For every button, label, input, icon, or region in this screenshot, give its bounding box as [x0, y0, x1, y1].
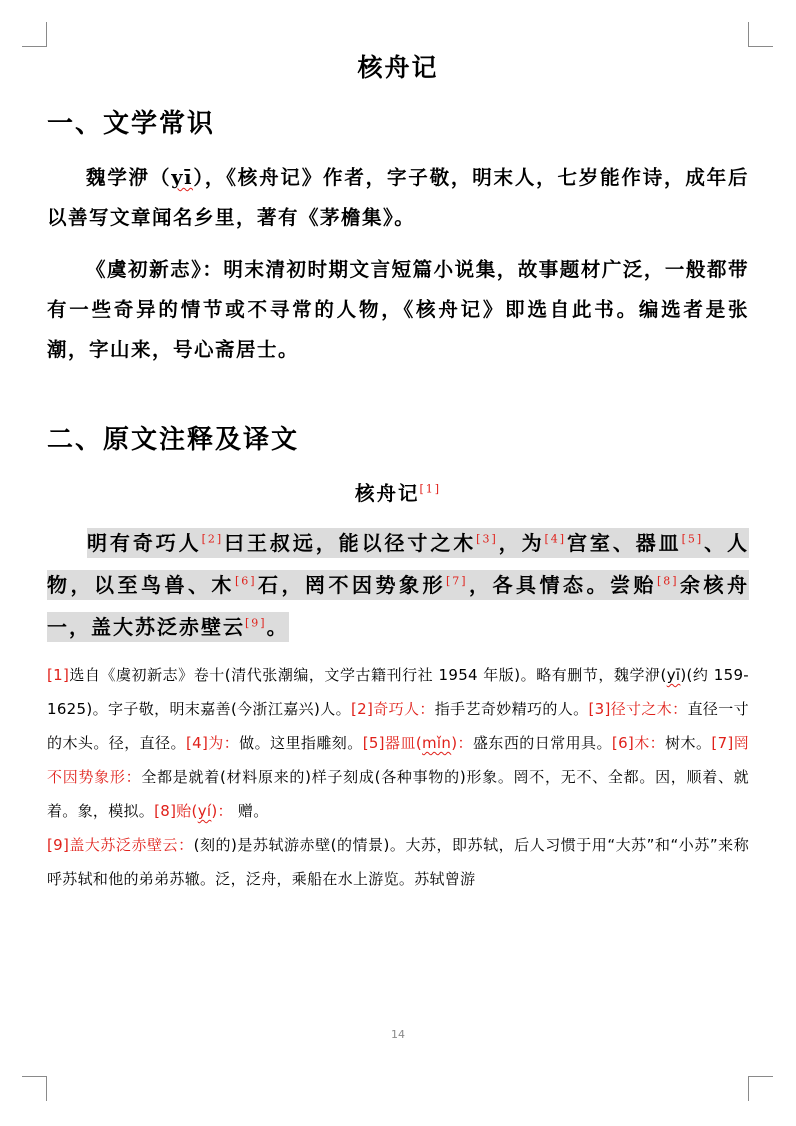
- author-text-a: 魏学洢（: [86, 166, 172, 189]
- section-heading-original-text: 二、原文注释及译文: [47, 425, 300, 455]
- crop-mark-bottom-right: [748, 1076, 773, 1101]
- note-text: 盛东西的日常用具。: [472, 734, 612, 752]
- subtitle-text: 核舟记: [354, 482, 420, 505]
- note-text: 做。这里指雕刻。: [239, 734, 363, 752]
- original-text-paragraph: [47, 522, 749, 648]
- note-label: [3]径寸之木：: [588, 700, 688, 718]
- page-title: 核舟记: [357, 53, 439, 82]
- note-text: 指手艺奇妙精巧的人。: [434, 700, 589, 718]
- original-text-segment: 余核舟一，盖大苏泛赤壁云: [47, 573, 750, 639]
- footnote-ref: [8]: [656, 574, 679, 588]
- note-label: [7]罔不因势象形：: [47, 734, 750, 786]
- footnote-ref: [5]: [681, 532, 704, 546]
- original-text-segment: 曰王叔远，能以径寸之木: [223, 531, 477, 555]
- note-text: 直径一寸的木头。径，直径。: [47, 700, 749, 752]
- page-number: 14: [391, 1028, 405, 1041]
- footnote-ref: [3]: [476, 532, 498, 546]
- note-label: [2]奇巧人：: [351, 700, 435, 718]
- note-text: 选自《虞初新志》卷十(清代张潮编，文学古籍刊行社 1954 年版)。略有删节，魏学洢(: [69, 666, 667, 684]
- note-label: [4]为：: [185, 734, 240, 752]
- note-text: (刻的)是苏轼游赤壁(的情景)。大苏，即苏轼，后人习惯于用“大苏”和“小苏”来称呼苏轼和他的弟弟苏辙。泛，泛舟，乘船在水上游览。苏轼曾游: [47, 836, 749, 888]
- original-text-segment: 宫室、器皿: [566, 531, 682, 555]
- footnote-ref: [7]: [445, 574, 468, 588]
- note-label: )：: [451, 734, 473, 752]
- footnote-ref: [2]: [201, 532, 224, 546]
- author-paragraph: [47, 158, 749, 238]
- footnote-ref: [6]: [234, 574, 257, 588]
- note-text: 树木。: [665, 734, 712, 752]
- original-text-segment: 。: [266, 615, 289, 639]
- text-subtitle: [47, 476, 749, 512]
- original-text-segment: 、人物，以至鸟兽、木: [47, 531, 750, 597]
- note-text: 全都是就着(材料原来的)样子刻成(各种事物的)形象。罔不，无不、全都。因，顺着、就着。象，模拟。: [47, 768, 749, 820]
- highlighted-original-text: [47, 528, 749, 642]
- crop-mark-bottom-left: [22, 1076, 47, 1101]
- crop-mark-top-left: [22, 22, 47, 47]
- original-text-segment: ，为: [497, 531, 545, 555]
- annotations: [47, 658, 749, 896]
- note-text: )(约 159-1625)。字子敬，明末嘉善(今浙江嘉兴)人。: [47, 666, 749, 718]
- footnote-ref: [4]: [544, 532, 567, 546]
- section-heading-literary-knowledge: 一、文学常识: [47, 109, 216, 139]
- original-text-segment: ，各具情态。尝贻: [467, 573, 657, 597]
- note-label: [1]: [47, 666, 70, 684]
- crop-mark-top-right: [748, 22, 773, 47]
- note-label: [9]盖大苏泛赤壁云：: [47, 836, 194, 854]
- note-pinyin: yī: [666, 666, 681, 684]
- source-book-paragraph: 《虞初新志》：明末清初时期文言短篇小说集，故事题材广泛，一般都带有一些奇异的情节或不寻常的人物，《核舟记》即选自此书。编选者是张潮，字山来，号心斋居士。: [47, 258, 749, 361]
- footnote-ref: [9]: [245, 616, 267, 630]
- page-content: [47, 48, 749, 896]
- note-pinyin: mǐn: [422, 734, 452, 752]
- note-label: [6]木：: [611, 734, 666, 752]
- note-label: )：: [211, 802, 233, 820]
- footnote-ref: [1]: [419, 482, 442, 496]
- original-text-segment: 明有奇巧人: [87, 531, 202, 555]
- note-label: [8]贻(: [154, 802, 198, 820]
- note-pinyin: yí: [197, 802, 212, 820]
- note-label: [5]器皿(: [362, 734, 423, 752]
- author-text-b: ），《核舟记》作者，字子敬，明末人，七岁能作诗，成年后以善写文章闻名乡里，著有《茅檐集》。: [47, 166, 749, 229]
- original-text-segment: 石，罔不因势象形: [256, 573, 446, 597]
- author-pinyin: yī: [171, 166, 194, 189]
- note-text: 赠。: [232, 802, 269, 820]
